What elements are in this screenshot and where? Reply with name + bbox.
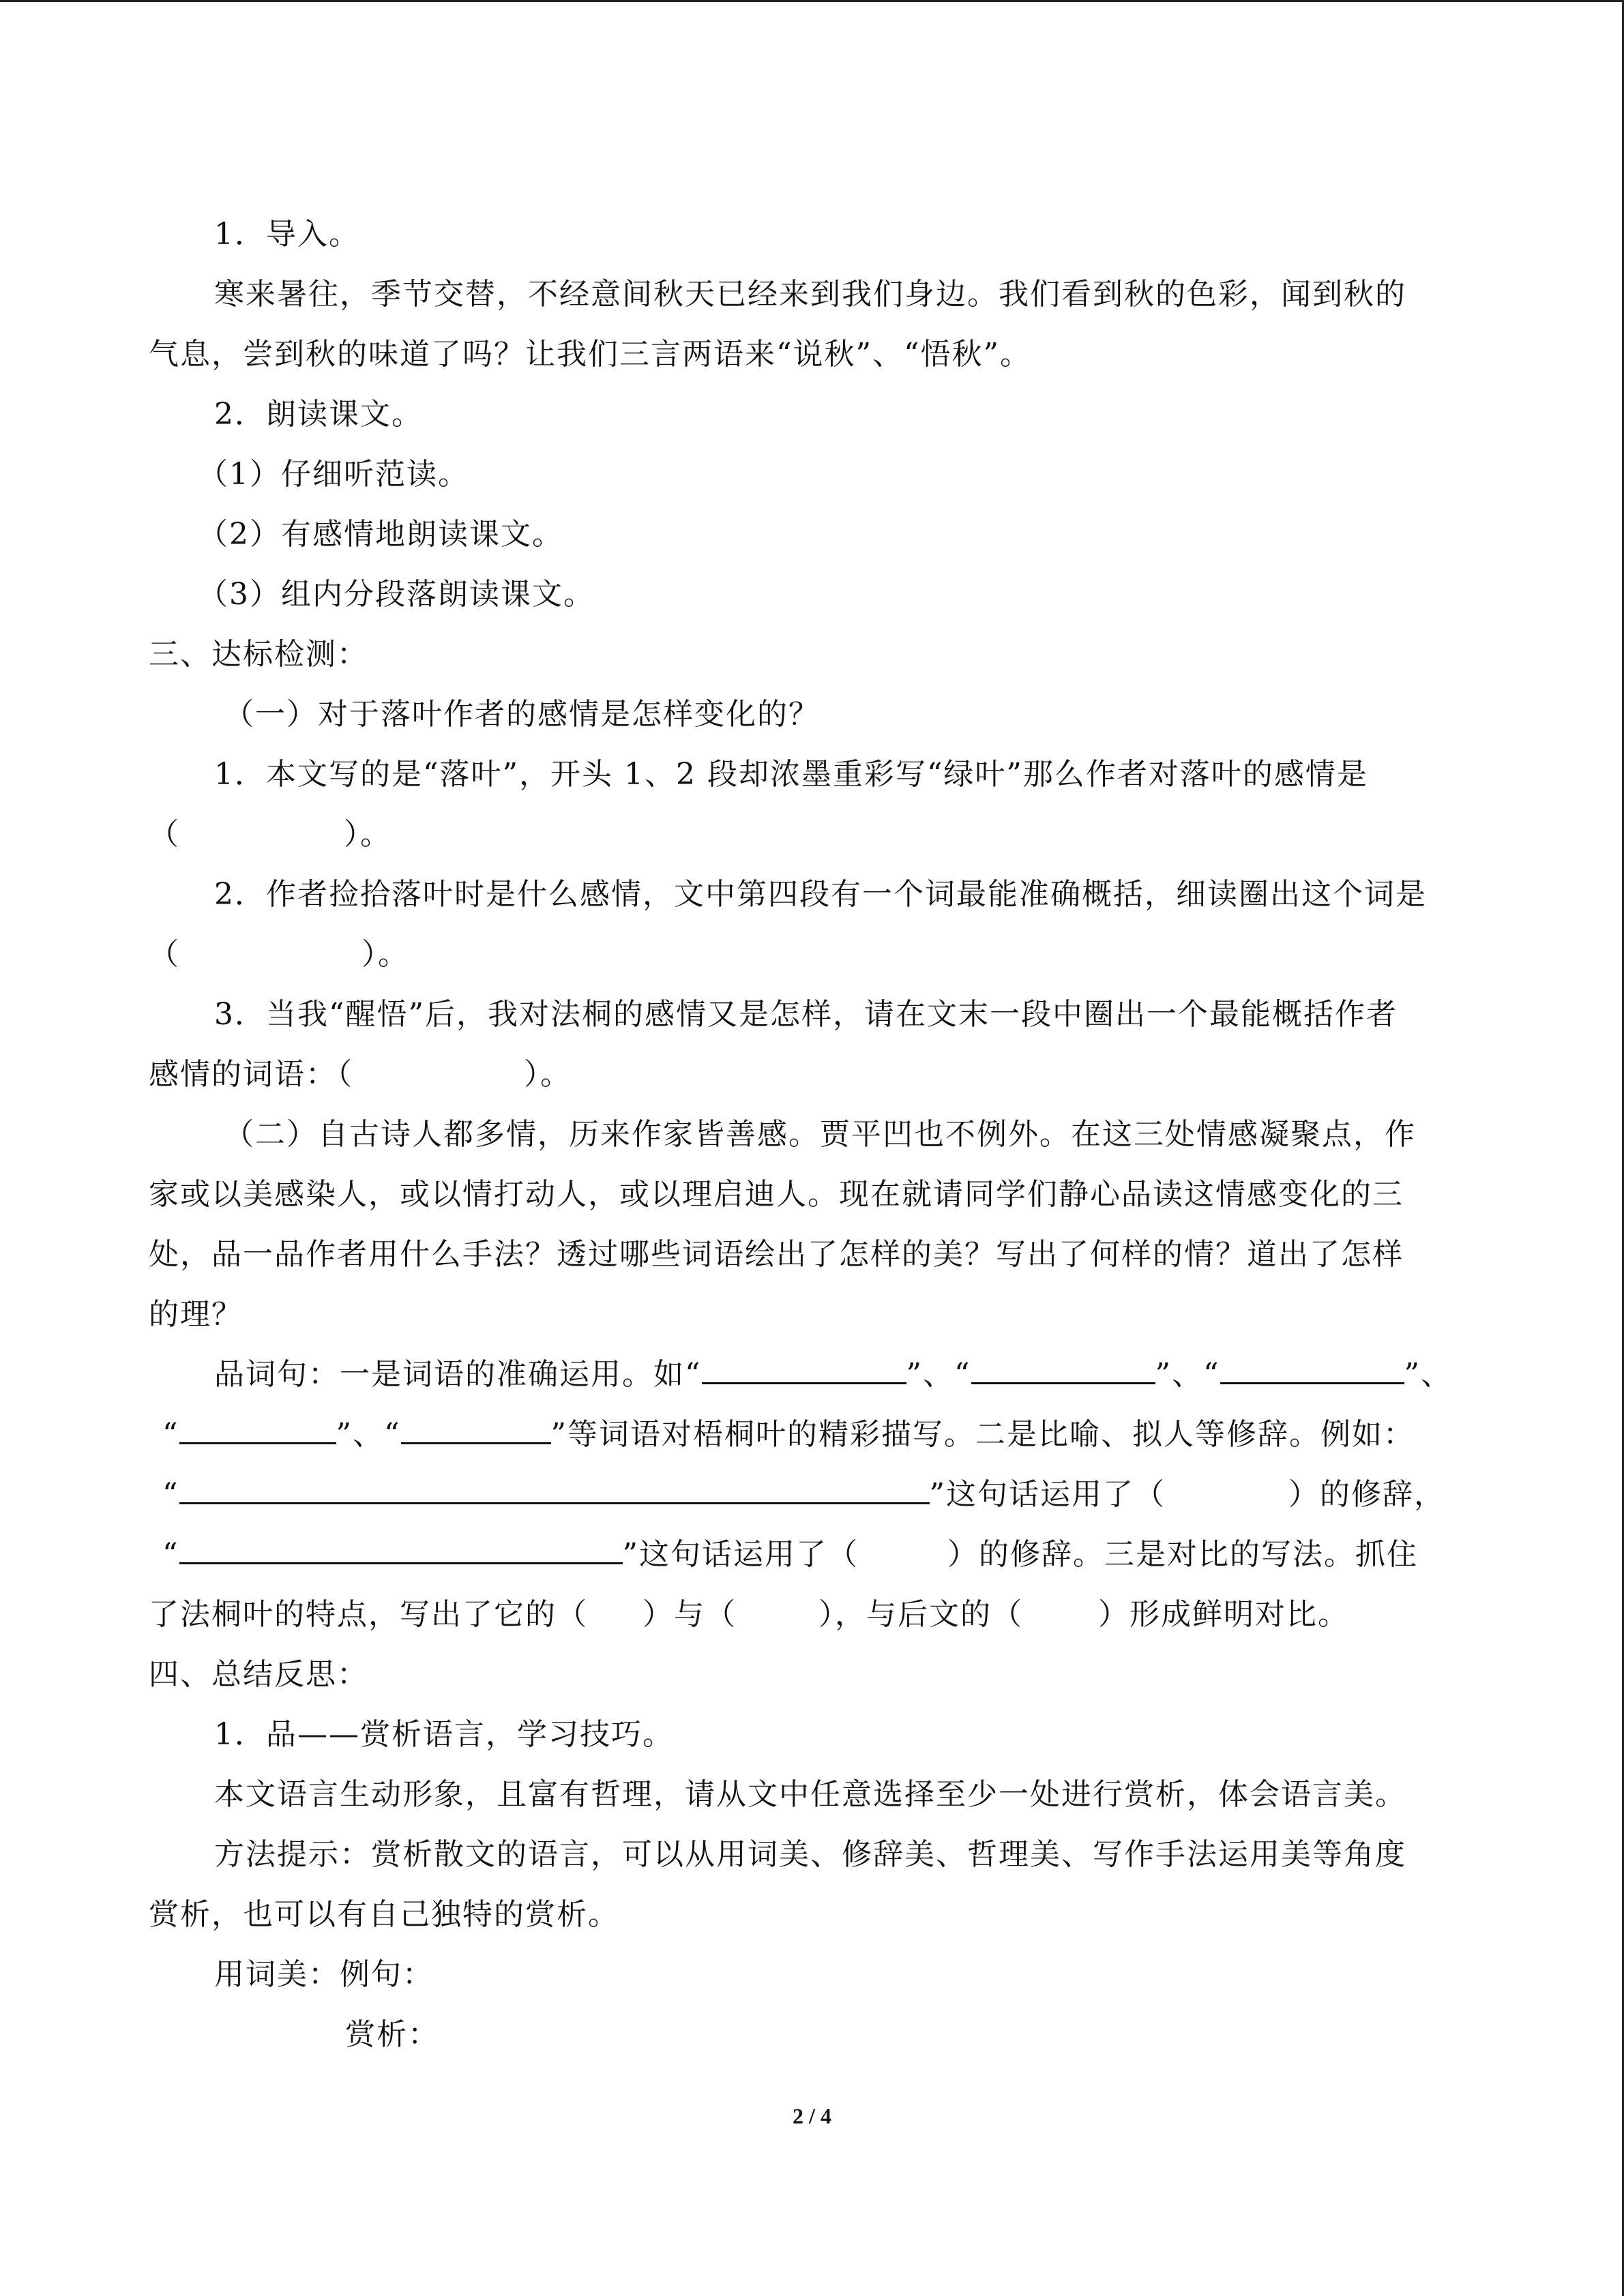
text: ”、“	[336, 1417, 401, 1452]
fill-line	[149, 1465, 1479, 1525]
text: ）的修辞。三是对比的写法。抓住	[947, 1537, 1418, 1572]
text: （	[149, 817, 180, 852]
fill-blank[interactable]	[971, 1352, 1155, 1384]
text: ”、	[1404, 1357, 1452, 1392]
text: ）。	[524, 1057, 572, 1092]
fill-line	[149, 1345, 1479, 1405]
text: ）。	[344, 817, 392, 852]
fill-blank[interactable]	[401, 1412, 551, 1444]
text-line: 本文语言生动形象，且富有哲理，请从文中任意选择至少一处进行赏析，体会语言美。	[214, 1777, 1406, 1812]
text: 了法桐叶的特点，写出了它的（	[149, 1597, 588, 1632]
text: “	[162, 1417, 179, 1452]
text-line: 1．品——赏析语言，学习技巧。	[214, 1717, 674, 1752]
fill-blank[interactable]	[179, 1472, 930, 1504]
text-line: 家或以美感染人，或以情打动人，或以理启迪人。现在就请同学们静心品读这情感变化的三	[149, 1177, 1404, 1212]
text: ”这句话运用了（	[622, 1537, 859, 1572]
text: ”、“	[1155, 1357, 1220, 1392]
answer-line	[149, 925, 1479, 985]
document-body	[149, 205, 1479, 2065]
fill-line	[149, 1405, 1479, 1465]
text-line: 赏析：	[345, 2017, 439, 2052]
fill-line	[149, 1525, 1479, 1585]
text-line: 1．导入。	[214, 217, 360, 252]
text: ）的修辞，	[1288, 1477, 1445, 1512]
text-line: （2）有感情地朗读课文。	[198, 517, 563, 552]
text-line: 赏析，也可以有自己独特的赏析。	[149, 1897, 619, 1932]
text: ）与（	[643, 1597, 737, 1632]
text: ”等词语对梧桐叶的精彩描写。二是比喻、拟人等修辞。例如：	[550, 1417, 1415, 1452]
text: “	[162, 1537, 179, 1572]
text-line: （二）自古诗人都多情，历来作家皆善感。贾平凹也不例外。在这三处情感凝聚点，作	[224, 1117, 1416, 1152]
answer-line	[149, 805, 1479, 865]
text-line: 2．朗读课文。	[214, 397, 423, 432]
text-line: 处，品一品作者用什么手法？透过哪些词语绘出了怎样的美？写出了何样的情？道出了怎样	[149, 1237, 1404, 1272]
question-heading: （一）对于落叶作者的感情是怎样变化的？	[224, 697, 820, 732]
page-number: 2 / 4	[793, 2104, 831, 2128]
fill-line	[149, 1585, 1479, 1645]
text-line: 方法提示：赏析散文的语言，可以从用词美、修辞美、哲理美、写作手法运用美等角度	[214, 1837, 1406, 1872]
fill-blank[interactable]	[179, 1412, 336, 1444]
section-heading: 三、达标检测：	[149, 637, 368, 672]
text: ）形成鲜明对比。	[1098, 1597, 1349, 1632]
text: 品词句：一是词语的准确运用。如“	[214, 1357, 702, 1392]
text-line: （1）仔细听范读。	[198, 457, 469, 492]
text: ），与后文的（	[818, 1597, 1023, 1632]
text-line: 的理？	[149, 1297, 243, 1332]
answer-line	[149, 1045, 1479, 1105]
fill-blank[interactable]	[1220, 1352, 1404, 1384]
text: ）。	[361, 937, 409, 972]
text-line: 气息，尝到秋的味道了吗？让我们三言两语来“说秋”、“悟秋”。	[149, 337, 1031, 372]
text-line: 3．当我“醒悟”后，我对法桐的感情又是怎样，请在文末一段中圈出一个最能概括作者	[214, 997, 1398, 1032]
text: 感情的词语：（	[149, 1057, 353, 1092]
text-line: 用词美：例句：	[214, 1957, 434, 1992]
text-line: （3）组内分段落朗读课文。	[198, 577, 595, 612]
text: ”这句话运用了（	[929, 1477, 1166, 1512]
text: ”、“	[906, 1357, 971, 1392]
page-border-top	[0, 0, 1624, 2]
text-line: 寒来暑往，季节交替，不经意间秋天已经来到我们身边。我们看到秋的色彩，闻到秋的	[214, 277, 1406, 312]
text-line: 1．本文写的是“落叶”，开头 1、2 段却浓墨重彩写“绿叶”那么作者对落叶的感情是	[214, 757, 1368, 792]
fill-blank[interactable]	[702, 1352, 906, 1384]
section-heading: 四、总结反思：	[149, 1657, 368, 1692]
fill-blank[interactable]	[179, 1532, 623, 1564]
text-line: 2．作者捡拾落叶时是什么感情，文中第四段有一个词最能准确概括，细读圈出这个词是	[214, 877, 1427, 912]
text: “	[162, 1477, 179, 1512]
text: （	[149, 937, 180, 972]
